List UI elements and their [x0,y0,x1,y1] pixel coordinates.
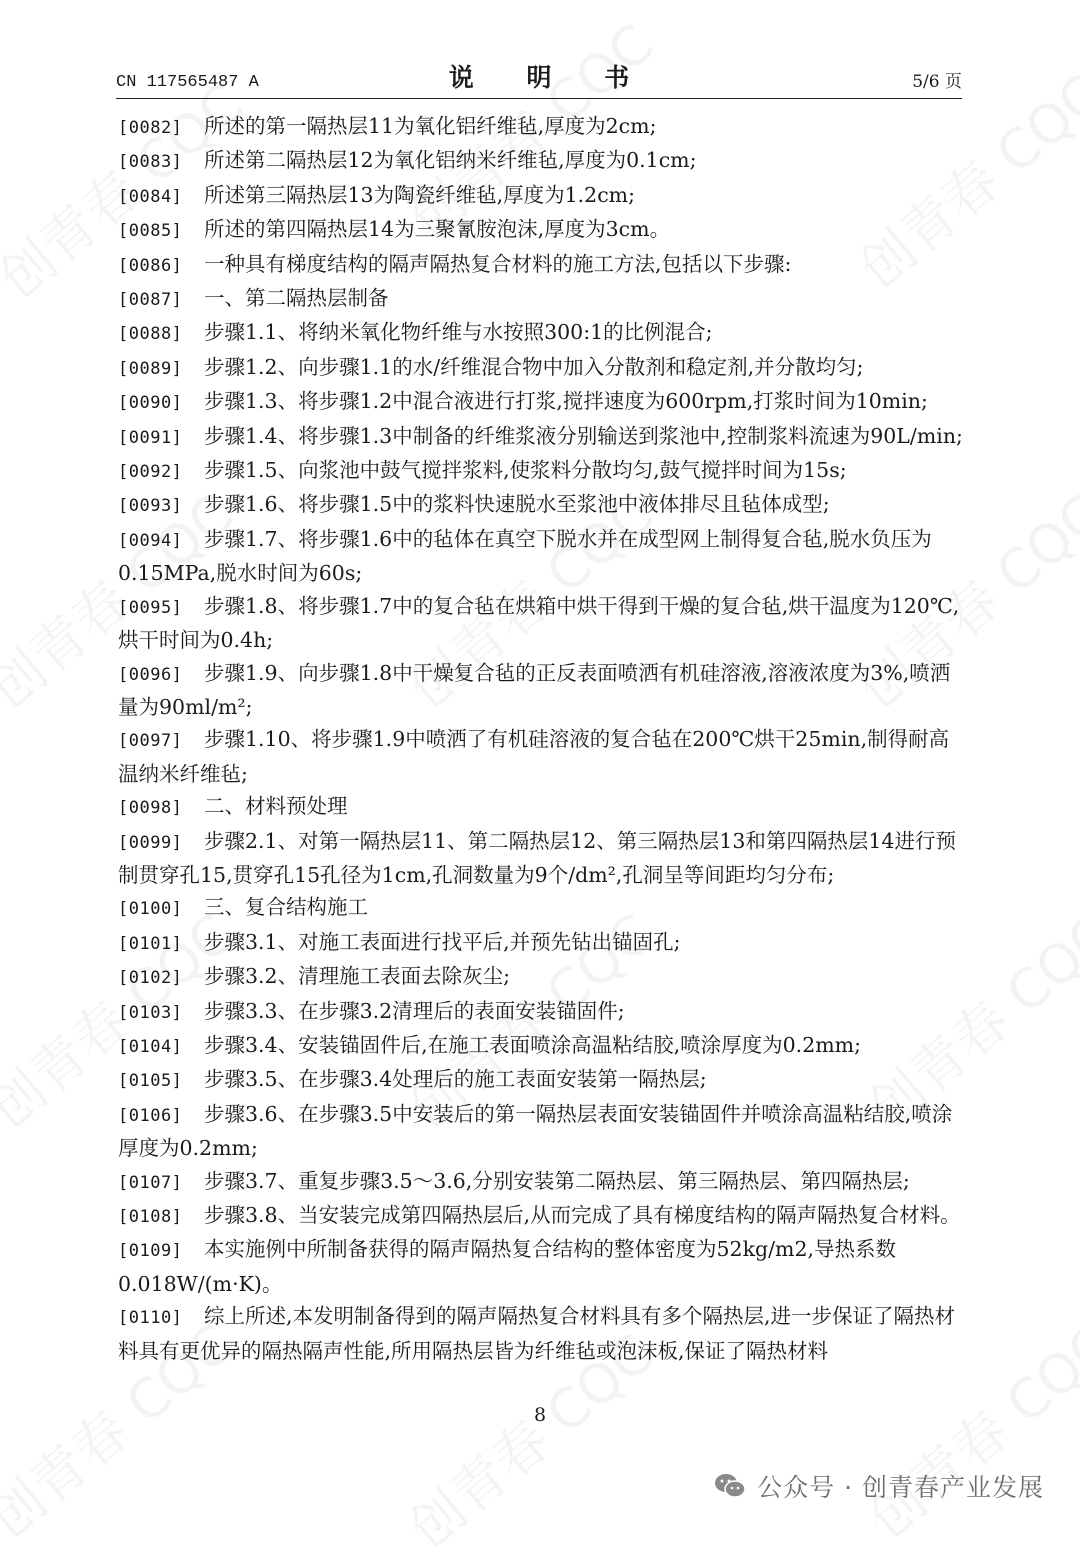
paragraph [118,1063,964,1097]
paragraph-text: 本实施例中所制备获得的隔声隔热复合结构的整体密度为52kg/m2,导热系数0.018W/(m·K)。 [118,1237,897,1296]
paragraph-text: 所述的第一隔热层11为氧化铝纤维毡,厚度为2cm; [204,114,657,138]
paragraph-text: 步骤3.7、重复步骤3.5～3.6,分别安装第二隔热层、第三隔热层、第四隔热层; [204,1168,910,1193]
paragraph [118,1029,964,1063]
paragraph [118,420,964,454]
paragraph-text: 步骤1.5、向浆池中鼓气搅拌浆料,使浆料分散均匀,鼓气搅拌时间为15s; [204,458,847,483]
document-title: 说 明 书 [448,63,652,92]
paragraph [118,891,964,925]
paragraph-number: [0090] [118,393,183,414]
paragraph-number: [0106] [118,1105,183,1126]
footer-text: 公众号 · 创青春产业发展 [757,1473,1044,1502]
paragraph-text: 所述第二隔热层12为氧化铝纳米纤维毡,厚度为0.1cm; [204,148,697,173]
paragraph-number: [0109] [118,1241,183,1262]
page-indicator: 5/6 页 [912,72,962,92]
paragraph-text: 步骤2.1、对第一隔热层11、第二隔热层12、第三隔热层13和第四隔热层14进行预制贯穿孔15,贯穿孔15孔径为1cm,孔洞数量为9个/dm²,孔洞呈等间距均匀分布; [118,828,956,887]
paragraph-number: [0095] [118,597,183,618]
paragraph [118,179,964,213]
paragraph-number: [0088] [118,324,183,345]
paragraph-text: 步骤3.6、在步骤3.5中安装后的第一隔热层表面安装锚固件并喷涂高温粘结胶,喷涂厚度为0.2mm; [118,1101,953,1161]
paragraph-text: 步骤3.1、对施工表面进行找平后,并预先钻出锚固孔; [204,929,681,954]
paragraph-number: [0108] [118,1207,183,1227]
paragraph-number: [0083] [118,152,183,173]
paragraph-text: 三、复合结构施工 [204,895,368,920]
paragraph-text: 步骤1.3、将步骤1.2中混合液进行打浆,搅拌速度为600rpm,打浆时间为10min; [204,389,928,414]
paragraph [118,1233,964,1300]
paragraph [118,1165,964,1199]
paragraph-number: [0093] [118,496,183,517]
paragraph-text: 一、第二隔热层制备 [204,286,389,311]
paragraph [118,590,964,657]
paragraph-text: 步骤1.10、将步骤1.9中喷洒了有机硅溶液的复合毡在200℃烘干25min,制得耐高温纳米纤维毡; [118,727,950,786]
paragraph [118,351,964,385]
paragraph-number: [0110] [118,1308,183,1329]
paragraph [118,316,964,350]
paragraph-text: 步骤1.8、将步骤1.7中的复合毡在烘箱中烘干得到干燥的复合毡,烘干温度为120℃,烘干时间为0.4h; [118,593,960,653]
paragraph-number: [0102] [118,968,183,989]
paragraph-number: [0107] [118,1172,183,1193]
paragraph-number: [0086] [118,255,183,276]
paragraph-text: 步骤1.2、向步骤1.1的水/纤维混合物中加入分散剂和稳定剂,并分散均匀; [204,354,864,379]
paragraph-number: [0099] [118,832,183,853]
paragraph [118,926,964,960]
paragraph [118,454,964,488]
paragraph-number: [0097] [118,731,183,752]
paragraph-text: 步骤3.2、清理施工表面去除灰尘; [204,964,511,989]
paragraph [118,488,964,522]
paragraph-number: [0094] [118,530,183,551]
paragraph-number: [0100] [118,899,183,920]
paragraph [118,213,964,247]
paragraph-text: 步骤1.1、将纳米氧化物纤维与水按照300:1的比例混合; [204,320,713,345]
paragraph-text: 综上所述,本发明制备得到的隔声隔热复合材料具有多个隔热层,进一步保证了隔热材料具有更优异的隔热隔声性能,所用隔热层皆为纤维毡或泡沫板,保证了隔热材料 [118,1304,956,1363]
paragraph-number: [0085] [118,221,183,242]
paragraph-text: 步骤3.4、安装锚固件后,在施工表面喷涂高温粘结胶,喷涂厚度为0.2mm; [204,1032,862,1057]
paragraph [118,523,964,590]
page-header [116,62,962,99]
paragraph-text: 一种具有梯度结构的隔声隔热复合材料的施工方法,包括以下步骤: [204,251,792,276]
paragraph-number: [0084] [118,186,183,207]
paragraph [118,110,964,144]
paragraph-number: [0082] [118,118,183,138]
paragraph-text: 步骤1.6、将步骤1.5中的浆料快速脱水至浆池中液体排尽且毡体成型; [204,492,830,517]
paragraph-text: 步骤1.4、将步骤1.3中制备的纤维浆液分别输送到浆池中,控制浆料流速为90L/min; [204,423,963,448]
paragraph-number: [0103] [118,1002,183,1023]
paragraph-number: [0091] [118,427,183,448]
description-body [118,110,964,1367]
paragraph [118,385,964,419]
paragraph [118,1098,964,1165]
page-number: 8 [533,1404,547,1426]
wechat-footer [713,1466,1044,1506]
paragraph-number: [0098] [118,798,183,819]
paragraph-text: 步骤1.7、将步骤1.6中的毡体在真空下脱水并在成型网上制得复合毡,脱水负压为0.15MPa,脱水时间为60s; [118,526,932,586]
paragraph [118,282,964,316]
paragraph-text: 步骤3.3、在步骤3.2清理后的表面安装锚固件; [204,998,625,1023]
paragraph-number: [0104] [118,1036,183,1057]
paragraph-text: 步骤1.9、向步骤1.8中干燥复合毡的正反表面喷洒有机硅溶液,溶液浓度为3%,喷洒量为90ml/m²; [118,660,951,719]
paragraph-number: [0089] [118,358,183,379]
paragraph [118,657,964,724]
paragraph [118,995,964,1029]
paragraph-text: 二、材料预处理 [204,794,348,819]
paragraph-text: 所述第三隔热层13为陶瓷纤维毡,厚度为1.2cm; [204,182,636,207]
paragraph-number: [0105] [118,1071,183,1092]
paragraph [118,790,964,824]
paragraph-number: [0101] [118,933,183,954]
patent-number: CN 117565487 A [116,73,259,92]
paragraph [118,1199,964,1233]
paragraph [118,960,964,994]
paragraph-text: 所述的第四隔热层14为三聚氰胺泡沫,厚度为3cm。 [204,217,671,242]
paragraph [118,144,964,178]
paragraph-text: 步骤3.5、在步骤3.4处理后的施工表面安装第一隔热层; [204,1067,707,1092]
paragraph-number: [0092] [118,462,183,483]
paragraph [118,1300,964,1367]
wechat-icon [713,1471,747,1501]
paragraph-number: [0087] [118,290,183,311]
paragraph [118,825,964,892]
paragraph-number: [0096] [118,664,183,685]
paragraph-text: 步骤3.8、当安装完成第四隔热层后,从而完成了具有梯度结构的隔声隔热复合材料。 [204,1203,961,1227]
paragraph [118,248,964,282]
paragraph [118,723,964,790]
